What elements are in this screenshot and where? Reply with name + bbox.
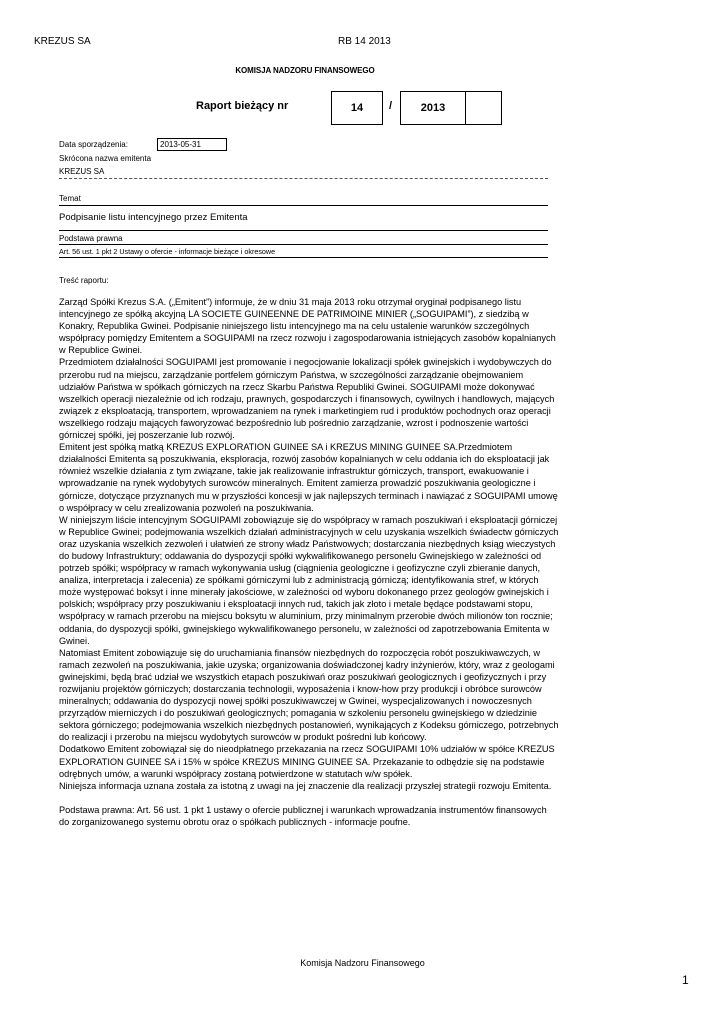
issuer-divider xyxy=(59,178,548,179)
date-label: Data sporządzenia: xyxy=(59,140,128,149)
report-content xyxy=(59,296,559,828)
report-year-box: 2013 xyxy=(400,91,466,125)
content-paragraph: W niniejszym liście intencyjnym SOGUIPAMI zobowiązuje się do współpracy w ramach poszukiwań i eksploatacji górniczej w Republice Gwinei; podejmowania wszelkich działań administracyjnych w celu uzyskania wszelkich świadectw górniczych oraz uzyskania wszelkich zezwoleń i ułatwień ze strony władz Państwowych; dostarczania niezbędnych ksiąg wieczystych do budowy Infrastruktury; oddawania do dyspozycji spółki wykwalifikowanego personelu Gwinejskiego w zależności od potrzeb spółki; współpracy w ramach wykonywania usług (ciągnienia geologiczne i geofizyczne czyli zbieranie danych, analiza, interpretacja i zalecenia) ze spółkami górniczymi lub z administracją górniczą; identyfikowania stref, w których może występować boksyt i inne minerały jakościowe, w zależności od wyboru dokonanego przez geologów gwinejskich i polskich; współpracy przy poszukiwaniu i eksploatacji innych rud, takich jak złoto i metale będące podstawami stopu, współpracy w ramach przerobu na miejscu boksytu w aluminium, przy minimalnym przerobie dwóch milionów ton rocznie; oddania, do dyspozycji spółki, gwinejskiego wykwalifikowanego personelu, w zależności od zapotrzebowania Emitenta w Gwinei. xyxy=(59,514,559,646)
content-paragraph: Niniejsza informacja uznana została za istotną z uwagi na jej znaczenie dla realizacji przyszłej strategii rozwoju Emitenta. xyxy=(59,780,552,791)
footer-text: Komisja Nadzoru Finansowego xyxy=(300,958,425,968)
report-empty-box xyxy=(465,91,502,125)
legal-divider-bottom xyxy=(59,257,548,258)
content-paragraph: Zarząd Spółki Krezus S.A. („Emitent”) informuje, że w dniu 31 maja 2013 roku otrzymał oryginał podpisanego listu intencyjnego ze spółką akcyjną LA SOCIETE GUINEENNE DE PATRIMOINE MINIER („SOGUIPAMI”), z siedzibą w Konakry, Republika Gwinei. Podpisanie niniejszego listu intencyjnego ma na celu ustalenie warunków szczególnych współpracy pomiędzy Emitentem a SOGUIPAMI na rzecz rozwoju i zagospodarowania istniejących zasobów kopalnianych w Republice Gwinei. xyxy=(59,297,556,356)
header-issuer: KREZUS SA xyxy=(34,36,91,47)
legal-value: Art. 56 ust. 1 pkt 2 Ustawy o ofercie - informacje bieżące i okresowe xyxy=(59,247,276,256)
report-number-box: 14 xyxy=(331,91,383,125)
issuer-value: KREZUS SA xyxy=(59,167,105,176)
legal-label: Podstawa prawna xyxy=(59,234,123,243)
content-label: Treść raportu: xyxy=(59,276,109,285)
content-paragraph: Emitent jest spółką matką KREZUS EXPLORATION GUINEE SA i KREZUS MINING GUINEE SA.Przedmiotem działalności Emitenta są poszukiwania, eksploracja, rozwój zasobów kopalnianych w celu oddania ich do eksploatacji jak również wszelkie działania z tym związane, takie jak realizowanie infrastruktur górniczych, transport, ewakuowanie i wprowadzanie na rynek wydobytych surowców mineralnych. Emitent zamierza prowadzić poszukiwania geologiczne i górnicze, dotyczące przyznanych mu w przyszłości koncesji w jak najlepszych terminach i nawiązać z SOGUIPAMI umowę o współpracy w celu zrealizowania pozwoleń na poszukiwania. xyxy=(59,442,558,513)
subject-divider-bottom xyxy=(59,230,548,231)
content-paragraph: Przedmiotem działalności SOGUIPAMI jest promowanie i negocjowanie lokalizacji spółek gwinejskich i wydobywczych do przerobu rud na miejscu, zarządzanie portfelem górniczym Państwa, w szczególności zarządzanie obejmowaniem udziałów Państwa w spółkach górniczych na rzecz Skarbu Państwa Republiki Gwinei. SOGUIPAMI może dokonywać wszelkich operacji niezależnie od ich rodzaju, prawnych, gospodarczych i finansowych, cywilnych i handlowych, mających związek z eksploatacją, transportem, wprowadzaniem na rynek i marketingiem rud i produktów pochodnych oraz operacji wszelkiego rodzaju mających faworyzować bezpośrednio lub pośrednio zarządzanie, wzrost i podnoszenie wartości górniczej spółki, jej poszerzanie lub rozwój. xyxy=(59,357,555,441)
header-report-id: RB 14 2013 xyxy=(338,36,391,47)
subject-label: Temat xyxy=(59,194,81,203)
content-paragraph: Dodatkowo Emitent zobowiązał się do nieodpłatnego przekazania na rzecz SOGUIPAMI 10% udziałów w spółce KREZUS EXPLORATION GUINEE SA i 15% w spółce KREZUS MINING GUINEE SA. Przekazanie to odbędzie się na podstawie odrębnych umów, a warunki współpracy zostaną potwierdzone w statutach w/w spółek. xyxy=(59,744,555,779)
content-paragraph: Natomiast Emitent zobowiązuje się do uruchamiania finansów niezbędnych do rozpoczęcia robót poszukiwawczych, w ramach zezwoleń na poszukiwania, jakie uzyska; organizowania doświadczonej kadry inżynierów, który, wraz z geologami gwinejskimi, będą brać udział we wszystkich etapach poszukiwań oraz poszukiwań geologicznych i geofizycznych i przy rozwijaniu projektów górniczych; dostarczania technologii, wyposażenia i know-how przy produkcji i obróbce surowców mineralnych; oddawania do dyspozycji nowej spółki poszukiwawczej w Gwinei, wyspecjalizowanych i nowoczesnych przyrządów mierniczych i do poszukiwań geologicznych; pomagania w szkoleniu personelu gwinejskiego w dziedzinie sektora górniczego; podejmowania wszelkich niezbędnych postanowień, wynikających z Kodeksu górniczego, potrzebnych do realizacji i przerobu na miejscu wydobytych surowców w produkt pośredni lub końcowy. xyxy=(59,647,559,743)
report-title: Raport bieżący nr xyxy=(196,100,289,112)
subject-divider-top xyxy=(59,205,548,206)
content-paragraph: Podstawa prawna: Art. 56 ust. 1 pkt 1 ustawy o ofercie publicznej i warunkach wprowadzania instrumentów finansowych do zorganizowanego systemu obrotu oraz o spółkach publicznych - informacje poufne. xyxy=(59,804,547,827)
page-number: 1 xyxy=(682,973,689,987)
issuer-label: Skrócona nazwa emitenta xyxy=(59,154,152,163)
report-separator: / xyxy=(389,100,393,112)
date-value: 2013-05-31 xyxy=(157,138,227,151)
legal-divider-top xyxy=(59,244,548,245)
subject-value: Podpisanie listu intencyjnego przez Emitenta xyxy=(59,212,248,223)
authority-title: KOMISJA NADZORU FINANSOWEGO xyxy=(235,66,375,75)
